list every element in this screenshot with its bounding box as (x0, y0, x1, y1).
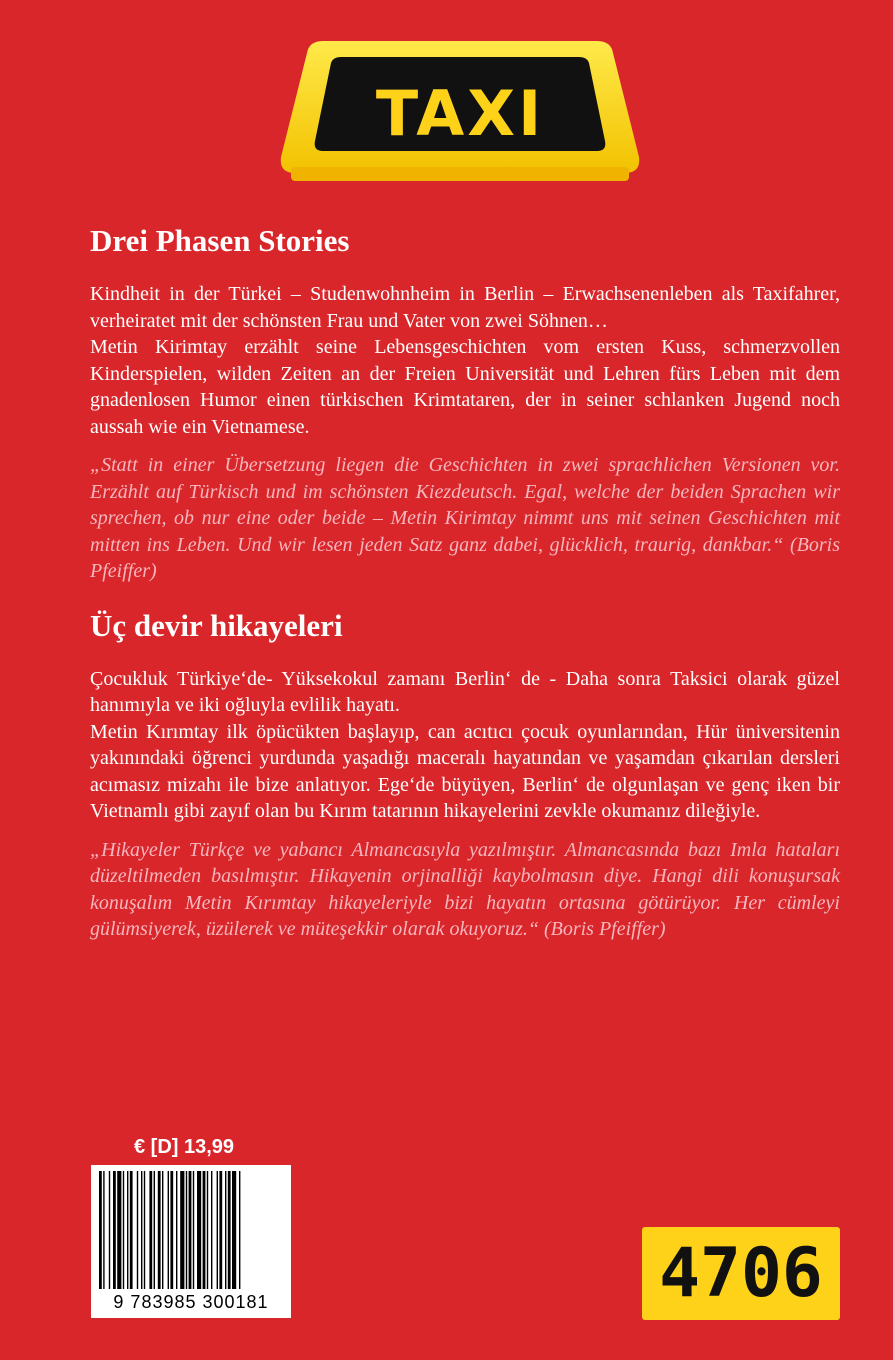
barcode-bars (99, 1171, 283, 1289)
barcode-bar (154, 1171, 155, 1289)
barcode-bar (232, 1171, 236, 1289)
barcode-bar (117, 1171, 121, 1289)
turkish-title: Üç devir hikayeleri (90, 607, 343, 643)
taxi-sign (277, 35, 643, 185)
barcode-bar (228, 1171, 231, 1289)
barcode-bar (225, 1171, 226, 1289)
back-cover-text (90, 222, 840, 943)
barcode-bar (197, 1171, 201, 1289)
barcode-bar (176, 1171, 177, 1289)
barcode-bar (239, 1171, 240, 1289)
barcode-bar (149, 1171, 152, 1289)
barcode-bar (189, 1171, 192, 1289)
turkish-quote: „Hikayeler Türkçe ve yabancı Almancasıyla yazılmıştır. Almancasında bazı Imla hataları düzeltilmeden basılmıştır. Hikayenin orjinalliği kaybolmasın diye. Hangi dili konuşursak konuşalım Metin Kırımtay hikayeleriyle bizi hayatın ortasına götürüyor. Her cümleyi gülümsiyerek, üzülerek ve müteşekkir olarak okuyoruz.“ (Boris Pfeiffer) (90, 838, 840, 941)
barcode-bar (113, 1171, 116, 1289)
barcode-bar (130, 1171, 133, 1289)
german-body-2: Metin Kirimtay erzählt seine Lebensgeschichten vom ersten Kuss, schmerzvollen Kinderspielen, wilden Zeiten an der Freien Universität und Lehren fürs Leben mit dem gnadenlosen Humor einen türkischen Krimtataren, der in seiner schlanken Jugend noch aussah wie ein Vietnamese. (90, 336, 840, 438)
barcode-bar (103, 1171, 104, 1289)
barcode-bar (127, 1171, 128, 1289)
barcode-bar (186, 1171, 187, 1289)
taxi-number-badge: 4706 (642, 1227, 840, 1320)
barcode-bar (193, 1171, 194, 1289)
german-body-1: Kindheit in der Türkei – Studenwohnheim in Berlin – Erwachsenenleben als Taxifahrer, verheiratet mit der schönsten Frau und Vater von zwei Söhnen… (90, 283, 840, 332)
barcode-bar (99, 1171, 102, 1289)
german-title: Drei Phasen Stories (90, 223, 350, 258)
barcode-bar (207, 1171, 208, 1289)
barcode-bar (170, 1171, 173, 1289)
barcode-bar (144, 1171, 145, 1289)
german-quote: „Statt in einer Übersetzung liegen die Geschichten in zwei sprachlichen Versionen vor. Erzählt auf Türkisch und im schönsten Kiezdeutsch. Egal, welche der beiden Sprachen wir sprechen, ob nur eine oder beide – Metin Kirimtay nimmt uns mit seinen Geschichten mit mitten ins Leben. Und wir lesen jeden Satz ganz dabei, glücklich, traurig, dankbar.“ (Boris Pfeiffer) (90, 454, 840, 583)
barcode-bar (123, 1171, 124, 1289)
barcode-bar (137, 1171, 138, 1289)
price-label: € [D] 13,99 (134, 1136, 235, 1158)
turkish-body-1: Çocukluk Türkiye‘de- Yüksekokul zamanı Berlin‘ de - Daha sonra Taksici olarak güzel hanımıyla ve iki oğluyla evlilik hayatı. (90, 667, 840, 717)
taxi-sign-label: TAXI (375, 77, 545, 150)
barcode-bar (168, 1171, 169, 1289)
turkish-body-2: Metin Kırımtay ilk öpücükten başlayıp, can acıtıcı çocuk oyunlarından, Hür üniversitenin yakınındaki öğrenci yurdunda yaşadığı maceralı hayatından ve yaşamdan çıkarılan dersleri acımasız mizahı ile bize anlatıyor. Ege‘de büyüyen, Berlin‘ de olgunlaşan ve genç iken bir Vietnamlı gibi zayıf olan bu Kırım tatarının hikayelerini zevkle okumanız dileğiyle. (90, 720, 840, 823)
barcode-bar (219, 1171, 222, 1289)
german-section (90, 222, 840, 585)
barcode-bar (203, 1171, 206, 1289)
barcode-bar (158, 1171, 161, 1289)
barcode-bar (180, 1171, 184, 1289)
barcode (91, 1165, 291, 1318)
barcode-bar (211, 1171, 212, 1289)
barcode-bar (162, 1171, 163, 1289)
turkish-section (90, 607, 840, 943)
barcode-bar (141, 1171, 142, 1289)
barcode-bar (109, 1171, 110, 1289)
barcode-number: 9 783985 300181 (113, 1292, 269, 1312)
barcode-bar (217, 1171, 218, 1289)
